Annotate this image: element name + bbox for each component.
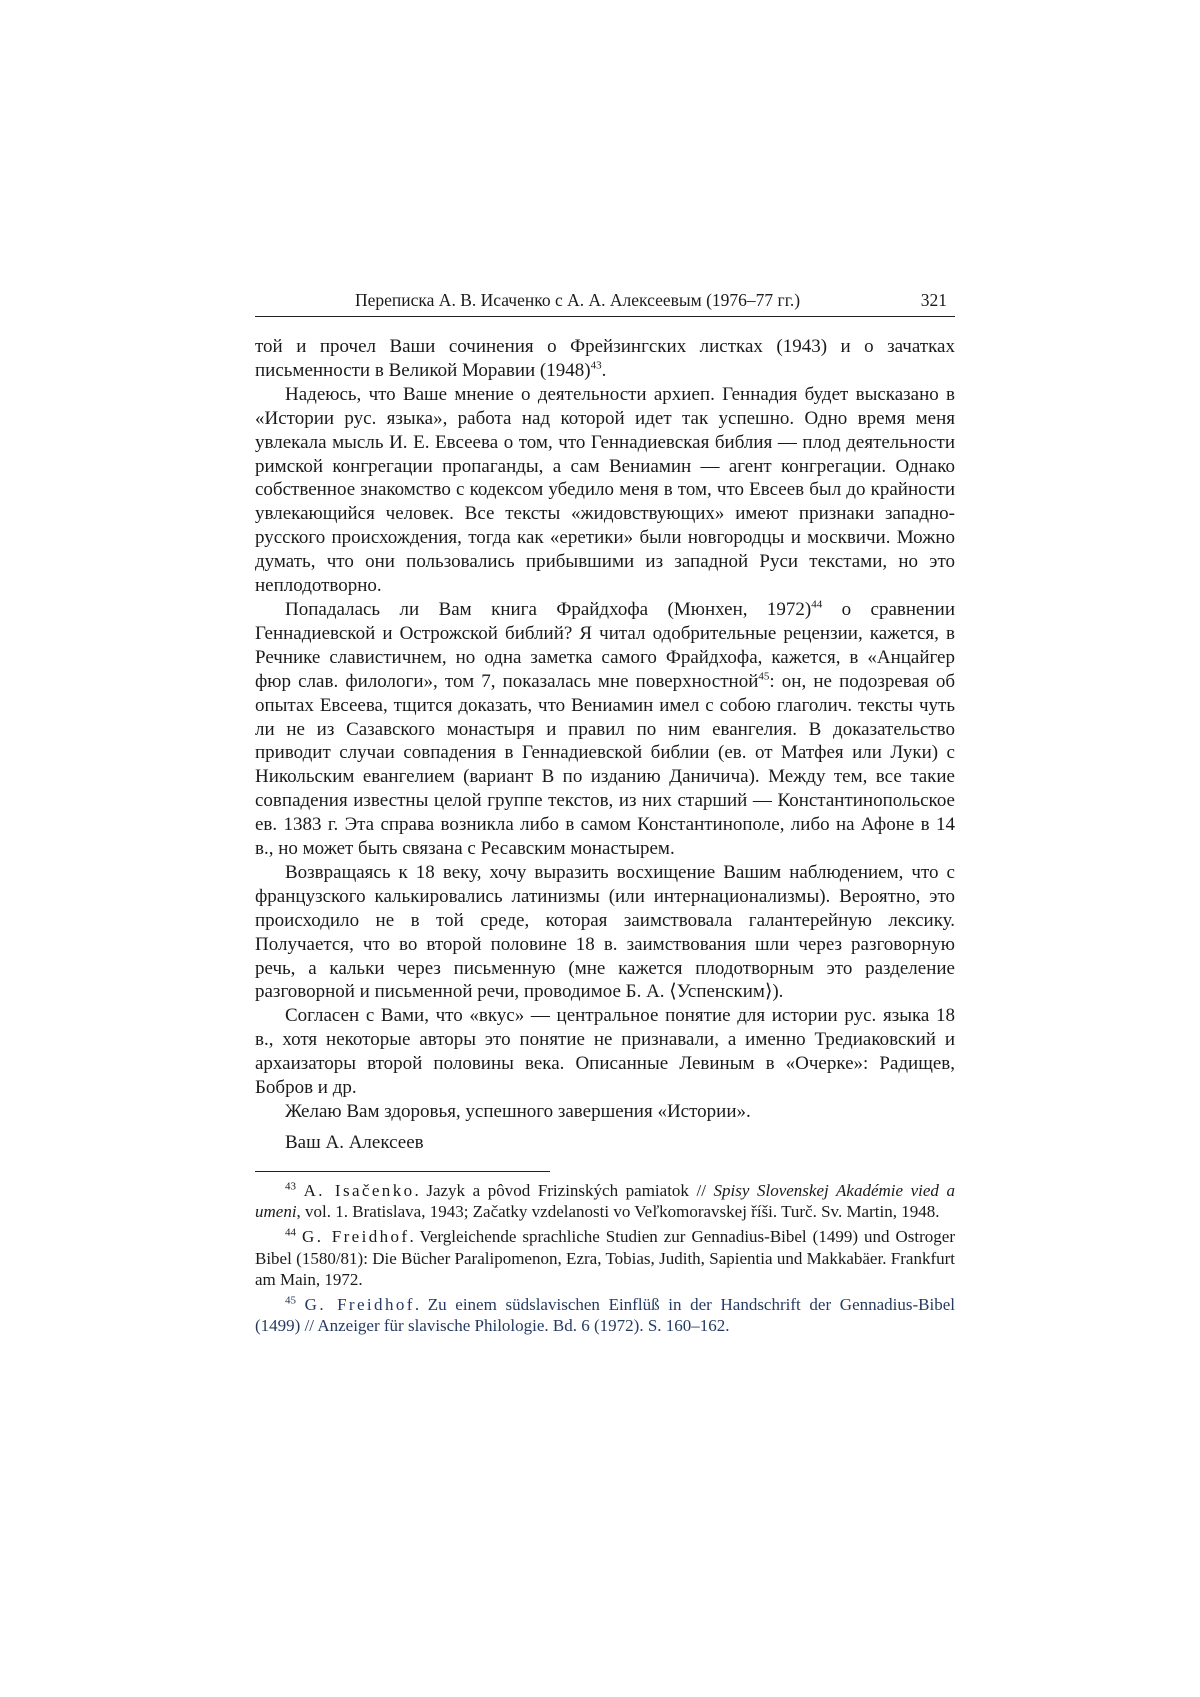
signature: Ваш А. Алексеев xyxy=(285,1131,424,1153)
footnote-text: , vol. 1. Bratislava, 1943; Začatky vzdelanosti vo Veľkomoravskej říši. Turč. Sv. Martin, 1948. xyxy=(296,1202,940,1222)
footnote-divider xyxy=(255,1171,550,1172)
footnote-ref-44: 44 xyxy=(811,598,823,611)
paragraph-3 xyxy=(255,598,955,861)
footnote-text: . Vergleichende sprachliche Studien zur Gennadius-Bibel (1499) und Ostroger Bibel (1580/81): Die Bücher Paralipomenon, Ezra, Tobias, Judith, Sapientia und Makkabäer. Frankfurt am Main, 1972. xyxy=(255,1227,955,1290)
paragraph-1 xyxy=(255,335,955,383)
footnote-number: 43 xyxy=(285,1180,296,1193)
paragraph-1-text: той и прочел Ваши сочинения о Фрейзингских листках (1943) и о зачатках письменности в Великой Моравии (1948) xyxy=(255,336,955,381)
page-number: 321 xyxy=(920,290,947,310)
paragraph-3-text-c: : он, не подозревая об опытах Евсеева, тщится доказать, что Вениамин имел с собою глаголич. тексты чуть ли не из Сазавского монастыря и правил по ним евангелия. В доказательство приводит случаи совпадения в Геннадиевской библии (ев. от Матфея или Луки) с Никольским евангелием (вариант В по изданию Даничича). Между тем, все такие совпадения известны целой группе текстов, из них старший — Константинопольское ев. 1383 г. Эта справа возникла либо в самом Константинополе, либо на Афоне в 14 в., но может быть связана с Ресавским монастырем. xyxy=(255,670,955,860)
paragraph-2: Надеюсь, что Ваше мнение о деятельности архиеп. Геннадия будет высказано в «Истории рус. языка», работа над которой идет так успешно. Одно время меня увлекала мысль И. Е. Евсеева о том, что Геннадиевская библия — плод деятельности римской конгрегации пропаганды, а сам Вениамин — агент конгрегации. Однако собственное знакомство с кодексом убедило меня в том, что Евсеев был до крайности увлекающийся человек. Все тексты «жидовствующих» имеют признаки западно-русского происхождения, тогда как «еретики» были новгородцы и москвичи. Можно думать, что они пользовались прибывшими из западной Руси текстами, но это неплодотворно. xyxy=(255,383,955,597)
footnote-44 xyxy=(255,1226,955,1291)
footnote-author: A. Isačenko xyxy=(303,1180,415,1200)
footnote-45 xyxy=(255,1294,955,1337)
footnote-ref-45: 45 xyxy=(758,670,770,683)
footnote-number: 44 xyxy=(285,1226,296,1239)
footnote-series-title: Spisy Slovenskej Akadémie vied a umeni xyxy=(255,1180,955,1222)
footnote-43 xyxy=(255,1180,955,1223)
footnote-number: 45 xyxy=(285,1294,296,1307)
paragraph-3-text-b: о сравнении Геннадиевской и Острожской библий? Я читал одобрительные рецензии, кажется, в Речнике славистичнем, но одна заметка самого Фрайдхофа, кажется, в «Анцайгер фюр слав. филологи», том 7, показалась мне поверхностной xyxy=(255,598,955,692)
footnote-author: G. Freidhof xyxy=(302,1227,410,1246)
paragraph-4: Возвращаясь к 18 веку, хочу выразить восхищение Вашим наблюдением, что с французского калькировались латинизмы (или интернационализмы). Вероятно, это происходило не в той среде, которая заимствовала галантерейную лексику. Получается, что во второй половине 18 в. заимствования шли через разговорную речь, а кальки через письменную (мне кажется плодотворным это разделение разговорной и письменной речи, проводимое Б. А. ⟨Успенским⟩). xyxy=(255,861,955,1003)
footnotes xyxy=(255,1180,955,1337)
footnote-author: G. Freidhof xyxy=(304,1294,415,1314)
book-page xyxy=(255,286,955,1340)
paragraph-1-end: . xyxy=(601,359,607,381)
footnote-ref-43: 43 xyxy=(590,359,602,372)
running-title: Переписка А. В. Исаченко с А. А. Алексеевым (1976–77 гг.) xyxy=(355,290,801,310)
paragraph-5: Согласен с Вами, что «вкус» — центральное понятие для истории рус. языка 18 в., хотя некоторые авторы это понятие не признавали, а именно Тредиаковский и архаизаторы второй половины века. Описанные Левиным в «Очерке»: Радищев, Бобров и др. xyxy=(255,1005,955,1099)
running-header xyxy=(255,286,955,317)
footnote-text: . Zu einem südslavischen Einflüß in der Handschrift der Gennadius-Bibel (1499) // Anzeiger für slavische Philologie. Bd. 6 (1972). S. 160–162. xyxy=(255,1294,955,1336)
paragraph-6: Желаю Вам здоровья, успешного завершения «Истории». xyxy=(285,1101,751,1122)
footnote-text: . Jazyk a pôvod Frizinských pamiatok // xyxy=(414,1180,714,1200)
letter-body xyxy=(255,335,955,1155)
paragraph-3-text-a: Попадалась ли Вам книга Фрайдхофа (Мюнхен, 1972) xyxy=(285,598,812,620)
